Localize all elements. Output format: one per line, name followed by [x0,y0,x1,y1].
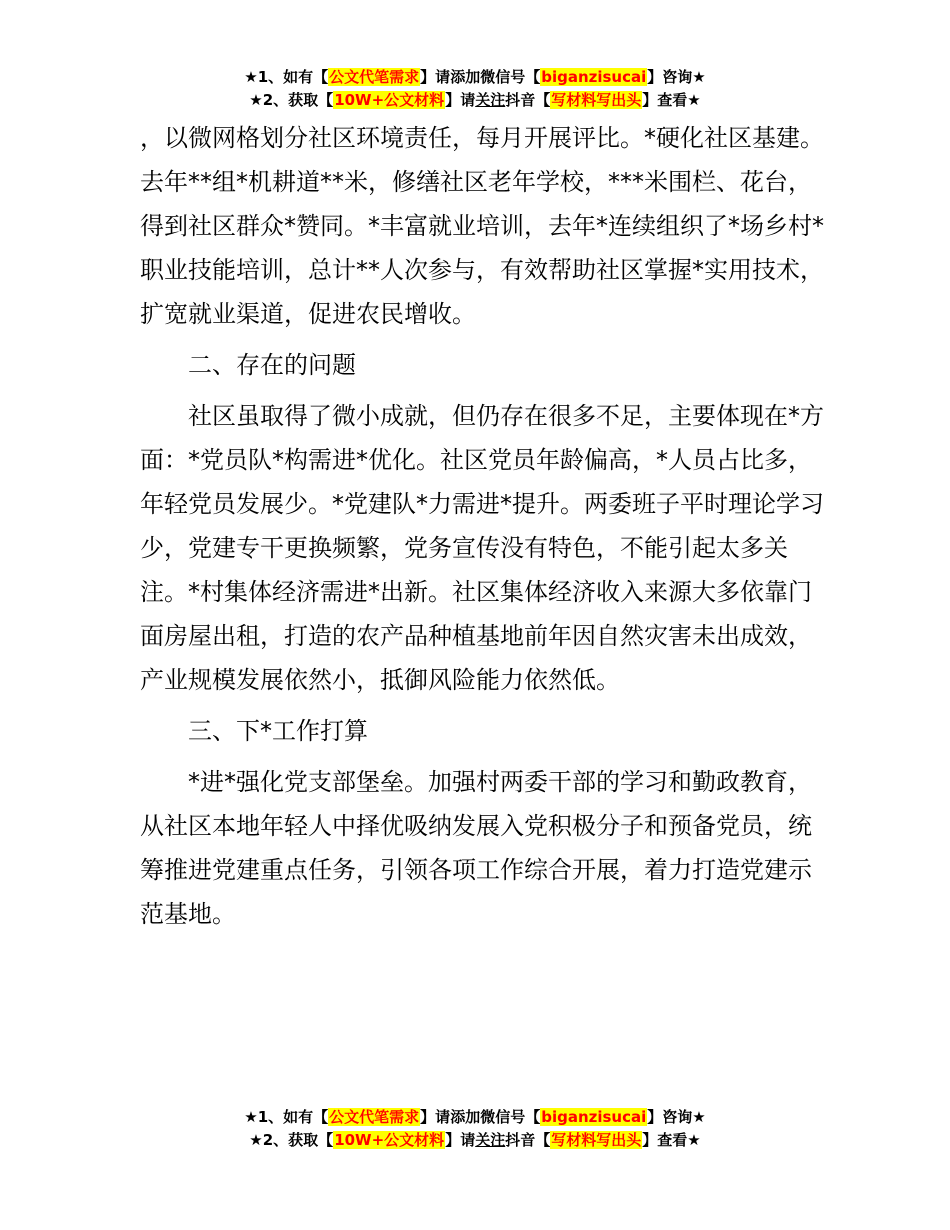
promo-line-1-prefix: ★1、如有【 [244,68,329,86]
promo-line-2-underlined-word: 关注 [475,91,506,109]
paragraph-achievements-continued: ，以微网格划分社区环境责任，每月开展评比。*硬化社区基建。去年**组*机耕道**米，修缮社区老年学校，***米围栏、花台，得到社区群众*赞同。*丰富就业培训，去年*连续组织了*场乡村*职业技能培训，总计**人次参与，有效帮助社区掌握*实用技术，扩宽就业渠道，促进农民增收。 [140,124,824,328]
promo-highlight-wechat-id: biganzisucai [541,1108,647,1126]
promo-line-1-bold-word: 添加 [450,68,481,86]
promo-line-1-middle1: 】请 [420,1108,451,1126]
section-heading-next-plans: 三、下*工作打算 [188,717,368,745]
promo-line-1-middle2: 微信号【 [480,1108,541,1126]
promo-line-2-middle2: 抖音【 [505,91,551,109]
promo-line-2-prefix: ★2、获取【 [249,91,334,109]
promo-line-2-prefix: ★2、获取【 [249,1131,334,1149]
promo-line-1-bold-word: 添加 [450,1108,481,1126]
promo-line-2 [0,1129,950,1152]
promo-highlight-douyin-account: 写材料写出头 [551,1131,642,1149]
promo-highlight-materials: 10W+公文材料 [334,91,445,109]
promo-highlight-douyin-account: 写材料写出头 [551,91,642,109]
promo-line-2 [0,89,950,112]
promo-line-2-middle1: 】请 [445,91,476,109]
promo-line-1-suffix: 】咨询★ [647,1108,706,1126]
document-body [140,116,830,943]
promo-highlight-wechat-id: biganzisucai [541,68,647,86]
promo-highlight-materials: 10W+公文材料 [334,1131,445,1149]
promo-line-2-middle1: 】请 [445,1131,476,1149]
promo-line-1-middle2: 微信号【 [480,68,541,86]
promo-line-1 [0,1106,950,1129]
paragraph-next-plans: *进*强化党支部堡垒。加强村两委干部的学习和勤政教育，从社区本地年轻人中择优吸纳发展入党积极分子和预备党员，统筹推进党建重点任务，引领各项工作综合开展，着力打造党建示范基地。 [140,768,812,928]
paragraph-problems: 社区虽取得了微小成就，但仍存在很多不足，主要体现在*方面：*党员队*构需进*优化。社区党员年龄偏高，*人员占比多，年轻党员发展少。*党建队*力需进*提升。两委班子平时理论学习少，党建专干更换频繁，党务宣传没有特色，不能引起太多关注。*村集体经济需进*出新。社区集体经济收入来源大多依靠门面房屋出租，打造的农产品种植基地前年因自然灾害未出成效，产业规模发展依然小，抵御风险能力依然低。 [140,402,824,694]
promo-line-2-middle2: 抖音【 [505,1131,551,1149]
promo-line-1 [0,66,950,89]
promo-highlight-writing-service: 公文代笔需求 [329,1108,420,1126]
promo-line-1-prefix: ★1、如有【 [244,1108,329,1126]
promo-line-2-suffix: 】查看★ [642,91,701,109]
section-heading-problems: 二、存在的问题 [188,351,356,379]
promo-highlight-writing-service: 公文代笔需求 [329,68,420,86]
promo-line-1-suffix: 】咨询★ [647,68,706,86]
promo-line-1-middle1: 】请 [420,68,451,86]
header-promo-banner [0,66,950,112]
footer-promo-banner [0,1106,950,1152]
promo-line-2-suffix: 】查看★ [642,1131,701,1149]
promo-line-2-underlined-word: 关注 [475,1131,506,1149]
